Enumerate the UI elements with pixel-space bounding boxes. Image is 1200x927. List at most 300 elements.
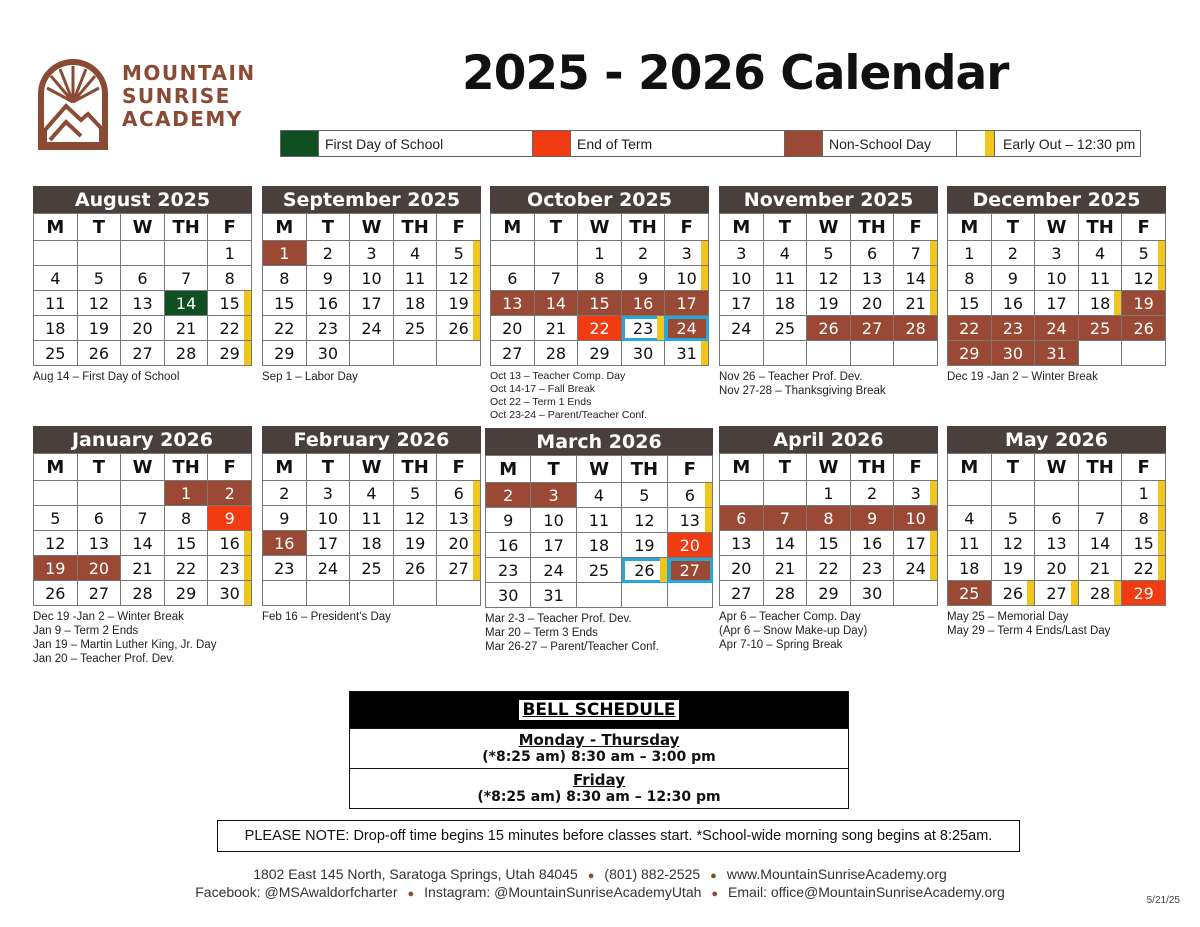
day-cell: 29 <box>165 581 209 606</box>
day-cell: 21 <box>894 291 938 316</box>
empty-day-cell <box>622 583 667 608</box>
empty-day-cell <box>720 481 764 506</box>
day-cell: 15 <box>807 531 851 556</box>
day-cell: 15 <box>578 291 622 316</box>
weekday-header: W <box>121 214 165 241</box>
month-september-2025 <box>262 186 481 384</box>
day-cell: 18 <box>577 533 622 558</box>
note-line: Mar 2-3 – Teacher Prof. Dev. <box>485 613 632 625</box>
day-cell: 1 <box>208 241 252 266</box>
day-cell: 27 <box>1035 581 1079 606</box>
day-cell: 10 <box>350 266 394 291</box>
note-line: Apr 7-10 – Spring Break <box>719 639 843 651</box>
month-notes <box>947 370 1166 384</box>
day-cell: 31 <box>531 583 576 608</box>
weekday-header: F <box>437 454 481 481</box>
day-cell: 7 <box>1079 506 1123 531</box>
day-cell: 1 <box>165 481 209 506</box>
bell-row-mon-thu <box>350 728 848 768</box>
weekday-header: TH <box>851 214 895 241</box>
day-cell: 11 <box>948 531 992 556</box>
day-cell: 4 <box>34 266 78 291</box>
day-cell: 12 <box>992 531 1036 556</box>
day-cell: 29 <box>578 341 622 366</box>
day-cell: 12 <box>807 266 851 291</box>
day-cell: 9 <box>263 506 307 531</box>
weekday-header: T <box>992 454 1036 481</box>
day-cell: 12 <box>78 291 122 316</box>
day-cell: 20 <box>78 556 122 581</box>
weekday-header: TH <box>622 214 666 241</box>
day-cell: 8 <box>948 266 992 291</box>
note-line: May 29 – Term 4 Ends/Last Day <box>947 625 1111 637</box>
month-notes <box>490 370 709 422</box>
note-line: Mar 20 – Term 3 Ends <box>485 627 598 639</box>
weekday-header: TH <box>165 214 209 241</box>
day-cell: 10 <box>531 508 576 533</box>
weekday-header: T <box>307 214 351 241</box>
month-notes <box>719 610 938 652</box>
weekday-header: TH <box>394 454 438 481</box>
day-cell: 30 <box>208 581 252 606</box>
day-cell: 19 <box>1122 291 1166 316</box>
day-cell: 18 <box>34 316 78 341</box>
school-name <box>122 62 256 131</box>
day-cell: 23 <box>622 316 666 341</box>
day-cell: 14 <box>894 266 938 291</box>
day-cell: 27 <box>491 341 535 366</box>
day-cell: 10 <box>720 266 764 291</box>
month-grid <box>719 453 938 606</box>
day-cell: 6 <box>851 241 895 266</box>
weekday-header: M <box>948 214 992 241</box>
empty-day-cell <box>78 481 122 506</box>
bell-schedule-title: BELL SCHEDULE <box>519 700 678 720</box>
month-grid <box>719 213 938 366</box>
day-cell: 13 <box>491 291 535 316</box>
empty-day-cell <box>577 583 622 608</box>
day-cell: 16 <box>263 531 307 556</box>
footer-address: 1802 East 145 North, Saratoga Springs, Utah 84045 <box>253 866 578 882</box>
month-notes <box>262 610 481 624</box>
bell-time: (*8:25 am) 8:30 am – 3:00 pm <box>482 749 716 765</box>
day-cell: 19 <box>394 531 438 556</box>
day-cell: 12 <box>437 266 481 291</box>
day-cell: 3 <box>894 481 938 506</box>
day-cell: 22 <box>807 556 851 581</box>
weekday-header: W <box>1035 454 1079 481</box>
empty-day-cell <box>437 341 481 366</box>
weekday-header: F <box>894 214 938 241</box>
empty-day-cell <box>437 581 481 606</box>
day-cell: 5 <box>807 241 851 266</box>
note-line: Oct 23-24 – Parent/Teacher Conf. <box>490 409 648 421</box>
day-cell: 31 <box>1035 341 1079 366</box>
day-cell: 2 <box>208 481 252 506</box>
day-cell: 23 <box>486 558 531 583</box>
day-cell: 3 <box>307 481 351 506</box>
bell-row-friday <box>350 768 848 808</box>
day-cell: 1 <box>578 241 622 266</box>
day-cell: 25 <box>34 341 78 366</box>
day-cell: 28 <box>764 581 808 606</box>
day-cell: 5 <box>992 506 1036 531</box>
day-cell: 11 <box>764 266 808 291</box>
day-cell: 15 <box>263 291 307 316</box>
day-cell: 21 <box>1079 556 1123 581</box>
month-title: March 2026 <box>485 428 713 455</box>
note-line: (Apr 6 – Snow Make-up Day) <box>719 625 868 637</box>
legend-item-early-out <box>957 131 1140 156</box>
month-title: December 2025 <box>947 186 1166 213</box>
month-notes <box>33 610 252 666</box>
day-cell: 20 <box>851 291 895 316</box>
day-cell: 23 <box>208 556 252 581</box>
day-cell: 22 <box>165 556 209 581</box>
day-cell: 29 <box>1122 581 1166 606</box>
day-cell: 2 <box>307 241 351 266</box>
day-cell: 29 <box>263 341 307 366</box>
empty-day-cell <box>307 581 351 606</box>
note-line: Dec 19 -Jan 2 – Winter Break <box>33 611 184 623</box>
day-cell: 25 <box>577 558 622 583</box>
day-cell: 17 <box>720 291 764 316</box>
day-cell: 26 <box>437 316 481 341</box>
legend-label: End of Term <box>577 135 653 152</box>
note-line: Oct 22 – Term 1 Ends <box>490 396 592 408</box>
day-cell: 30 <box>851 581 895 606</box>
weekday-header: TH <box>165 454 209 481</box>
day-cell: 3 <box>720 241 764 266</box>
empty-day-cell <box>121 241 165 266</box>
note-line: May 25 – Memorial Day <box>947 611 1069 623</box>
day-cell: 24 <box>894 556 938 581</box>
day-cell: 1 <box>1122 481 1166 506</box>
day-cell: 20 <box>668 533 713 558</box>
day-cell: 8 <box>578 266 622 291</box>
empty-day-cell <box>350 341 394 366</box>
footer-website[interactable]: www.MountainSunriseAcademy.org <box>726 866 947 882</box>
day-cell: 12 <box>622 508 667 533</box>
day-cell: 26 <box>394 556 438 581</box>
day-cell: 9 <box>851 506 895 531</box>
day-cell: 10 <box>307 506 351 531</box>
month-notes <box>485 612 713 654</box>
note-line: Mar 26-27 – Parent/Teacher Conf. <box>485 641 659 653</box>
day-cell: 5 <box>34 506 78 531</box>
note-line: Aug 14 – First Day of School <box>33 371 180 383</box>
day-cell: 28 <box>535 341 579 366</box>
weekday-header: W <box>807 214 851 241</box>
weekday-header: M <box>491 214 535 241</box>
month-august-2025 <box>33 186 252 384</box>
empty-day-cell <box>350 581 394 606</box>
day-cell: 16 <box>992 291 1036 316</box>
weekday-header: W <box>121 454 165 481</box>
school-name-line: SUNRISE <box>122 84 231 108</box>
day-cell: 19 <box>807 291 851 316</box>
day-cell: 26 <box>78 341 122 366</box>
day-cell: 24 <box>720 316 764 341</box>
day-cell: 30 <box>307 341 351 366</box>
day-cell: 24 <box>1035 316 1079 341</box>
weekday-header: W <box>807 454 851 481</box>
month-grid <box>947 213 1166 366</box>
day-cell: 18 <box>948 556 992 581</box>
day-cell: 26 <box>807 316 851 341</box>
note-line: Oct 14-17 – Fall Break <box>490 383 596 395</box>
day-cell: 13 <box>851 266 895 291</box>
day-cell: 7 <box>535 266 579 291</box>
day-cell: 6 <box>668 483 713 508</box>
day-cell: 3 <box>350 241 394 266</box>
day-cell: 12 <box>1122 266 1166 291</box>
day-cell: 21 <box>121 556 165 581</box>
empty-day-cell <box>720 341 764 366</box>
weekday-header: T <box>78 214 122 241</box>
day-cell: 23 <box>851 556 895 581</box>
month-december-2025 <box>947 186 1166 384</box>
day-cell: 16 <box>622 291 666 316</box>
day-cell: 22 <box>1122 556 1166 581</box>
day-cell: 27 <box>121 341 165 366</box>
empty-day-cell <box>764 341 808 366</box>
footer-phone: (801) 882-2525 <box>604 866 701 882</box>
day-cell: 26 <box>622 558 667 583</box>
footer-social-line <box>0 884 1200 900</box>
day-cell: 8 <box>263 266 307 291</box>
month-grid <box>262 213 481 366</box>
day-cell: 4 <box>350 481 394 506</box>
day-cell: 26 <box>34 581 78 606</box>
weekday-header: TH <box>1079 214 1123 241</box>
day-cell: 16 <box>851 531 895 556</box>
day-cell: 25 <box>1079 316 1123 341</box>
day-cell: 23 <box>992 316 1036 341</box>
weekday-header: F <box>1122 214 1166 241</box>
day-cell: 1 <box>263 241 307 266</box>
day-cell: 3 <box>665 241 709 266</box>
weekday-header: T <box>535 214 579 241</box>
legend <box>280 130 1141 157</box>
day-cell: 12 <box>394 506 438 531</box>
legend-label: Early Out – 12:30 pm <box>1003 135 1136 152</box>
weekday-header: F <box>1122 454 1166 481</box>
day-cell: 11 <box>394 266 438 291</box>
day-cell: 5 <box>394 481 438 506</box>
day-cell: 28 <box>894 316 938 341</box>
day-cell: 11 <box>577 508 622 533</box>
month-may-2026 <box>947 426 1166 638</box>
day-cell: 19 <box>992 556 1036 581</box>
day-cell: 29 <box>807 581 851 606</box>
note-line: Jan 20 – Teacher Prof. Dev. <box>33 653 175 665</box>
day-cell: 13 <box>437 506 481 531</box>
weekday-header: F <box>208 454 252 481</box>
day-cell: 18 <box>764 291 808 316</box>
sunrise-mountain-logo-icon <box>36 44 110 150</box>
day-cell: 15 <box>208 291 252 316</box>
day-cell: 4 <box>577 483 622 508</box>
revision-date: 5/21/25 <box>1146 895 1180 906</box>
day-cell: 18 <box>1079 291 1123 316</box>
month-title: August 2025 <box>33 186 252 213</box>
day-cell: 24 <box>531 558 576 583</box>
day-cell: 20 <box>121 316 165 341</box>
weekday-header: W <box>577 456 622 483</box>
bell-days: Monday - Thursday <box>518 731 680 749</box>
month-grid <box>485 455 713 608</box>
bell-days: Friday <box>572 771 625 789</box>
bell-time: (*8:25 am) 8:30 am – 12:30 pm <box>477 789 721 805</box>
day-cell: 1 <box>807 481 851 506</box>
month-notes <box>33 370 252 384</box>
bullet-icon: ● <box>587 870 595 882</box>
day-cell: 17 <box>894 531 938 556</box>
day-cell: 5 <box>622 483 667 508</box>
day-cell: 25 <box>394 316 438 341</box>
day-cell: 21 <box>535 316 579 341</box>
empty-day-cell <box>1035 481 1079 506</box>
day-cell: 7 <box>165 266 209 291</box>
weekday-header: TH <box>394 214 438 241</box>
weekday-header: T <box>307 454 351 481</box>
footer-instagram[interactable]: Instagram: @MountainSunriseAcademyUtah <box>424 884 702 900</box>
weekday-header: F <box>665 214 709 241</box>
weekday-header: TH <box>1079 454 1123 481</box>
day-cell: 28 <box>165 341 209 366</box>
day-cell: 19 <box>78 316 122 341</box>
bell-schedule-header <box>350 692 848 728</box>
legend-item-end-of-term <box>533 131 785 156</box>
day-cell: 17 <box>665 291 709 316</box>
school-name-line: ACADEMY <box>122 107 243 131</box>
day-cell: 27 <box>720 581 764 606</box>
month-january-2026 <box>33 426 252 666</box>
day-cell: 20 <box>491 316 535 341</box>
day-cell: 27 <box>78 581 122 606</box>
weekday-header: W <box>350 214 394 241</box>
day-cell: 8 <box>807 506 851 531</box>
day-cell: 18 <box>350 531 394 556</box>
month-grid <box>490 213 709 366</box>
empty-day-cell <box>121 481 165 506</box>
day-cell: 27 <box>851 316 895 341</box>
legend-swatch <box>281 131 319 156</box>
day-cell: 14 <box>165 291 209 316</box>
month-notes <box>947 610 1166 638</box>
day-cell: 15 <box>948 291 992 316</box>
footer-facebook[interactable]: Facebook: @MSAwaldorfcharter <box>195 884 398 900</box>
day-cell: 20 <box>1035 556 1079 581</box>
day-cell: 15 <box>1122 531 1166 556</box>
empty-day-cell <box>992 481 1036 506</box>
day-cell: 7 <box>764 506 808 531</box>
note-line: Oct 13 – Teacher Comp. Day <box>490 370 626 382</box>
day-cell: 9 <box>307 266 351 291</box>
day-cell: 2 <box>992 241 1036 266</box>
weekday-header: M <box>948 454 992 481</box>
empty-day-cell <box>948 481 992 506</box>
day-cell: 13 <box>668 508 713 533</box>
day-cell: 22 <box>208 316 252 341</box>
day-cell: 6 <box>437 481 481 506</box>
month-grid <box>33 453 252 606</box>
weekday-header: W <box>1035 214 1079 241</box>
empty-day-cell <box>34 481 78 506</box>
month-title: November 2025 <box>719 186 938 213</box>
note-line: Jan 19 – Martin Luther King, Jr. Day <box>33 639 217 651</box>
empty-day-cell <box>34 241 78 266</box>
bullet-icon: ● <box>711 888 719 900</box>
day-cell: 22 <box>263 316 307 341</box>
day-cell: 14 <box>121 531 165 556</box>
day-cell: 29 <box>948 341 992 366</box>
day-cell: 25 <box>764 316 808 341</box>
day-cell: 19 <box>34 556 78 581</box>
day-cell: 6 <box>491 266 535 291</box>
day-cell: 26 <box>992 581 1036 606</box>
day-cell: 22 <box>948 316 992 341</box>
day-cell: 29 <box>208 341 252 366</box>
month-march-2026 <box>485 428 713 654</box>
empty-day-cell <box>394 581 438 606</box>
day-cell: 1 <box>948 241 992 266</box>
legend-item-first-day <box>281 131 533 156</box>
empty-day-cell <box>165 241 209 266</box>
weekday-header: T <box>531 456 576 483</box>
day-cell: 8 <box>1122 506 1166 531</box>
day-cell: 30 <box>486 583 531 608</box>
month-february-2026 <box>262 426 481 624</box>
day-cell: 24 <box>307 556 351 581</box>
day-cell: 13 <box>1035 531 1079 556</box>
note-line: Apr 6 – Teacher Comp. Day <box>719 611 861 623</box>
day-cell: 5 <box>1122 241 1166 266</box>
day-cell: 16 <box>486 533 531 558</box>
day-cell: 4 <box>948 506 992 531</box>
day-cell: 8 <box>208 266 252 291</box>
day-cell: 12 <box>34 531 78 556</box>
empty-day-cell <box>894 341 938 366</box>
weekday-header: F <box>437 214 481 241</box>
weekday-header: T <box>764 214 808 241</box>
day-cell: 17 <box>307 531 351 556</box>
footer-email[interactable]: Email: office@MountainSunriseAcademy.org <box>728 884 1005 900</box>
bell-schedule <box>349 691 849 809</box>
day-cell: 2 <box>263 481 307 506</box>
empty-day-cell <box>1079 341 1123 366</box>
month-november-2025 <box>719 186 938 398</box>
day-cell: 15 <box>165 531 209 556</box>
day-cell: 16 <box>307 291 351 316</box>
weekday-header: T <box>764 454 808 481</box>
empty-day-cell <box>1122 341 1166 366</box>
day-cell: 9 <box>622 266 666 291</box>
day-cell: 2 <box>851 481 895 506</box>
day-cell: 9 <box>486 508 531 533</box>
day-cell: 9 <box>208 506 252 531</box>
day-cell: 3 <box>1035 241 1079 266</box>
month-title: February 2026 <box>262 426 481 453</box>
day-cell: 23 <box>307 316 351 341</box>
day-cell: 18 <box>394 291 438 316</box>
day-cell: 6 <box>78 506 122 531</box>
drop-off-note: PLEASE NOTE: Drop-off time begins 15 minutes before classes start. *School-wide morning song begins at 8:25am. <box>217 820 1020 852</box>
month-grid <box>947 453 1166 606</box>
day-cell: 9 <box>992 266 1036 291</box>
day-cell: 13 <box>121 291 165 316</box>
